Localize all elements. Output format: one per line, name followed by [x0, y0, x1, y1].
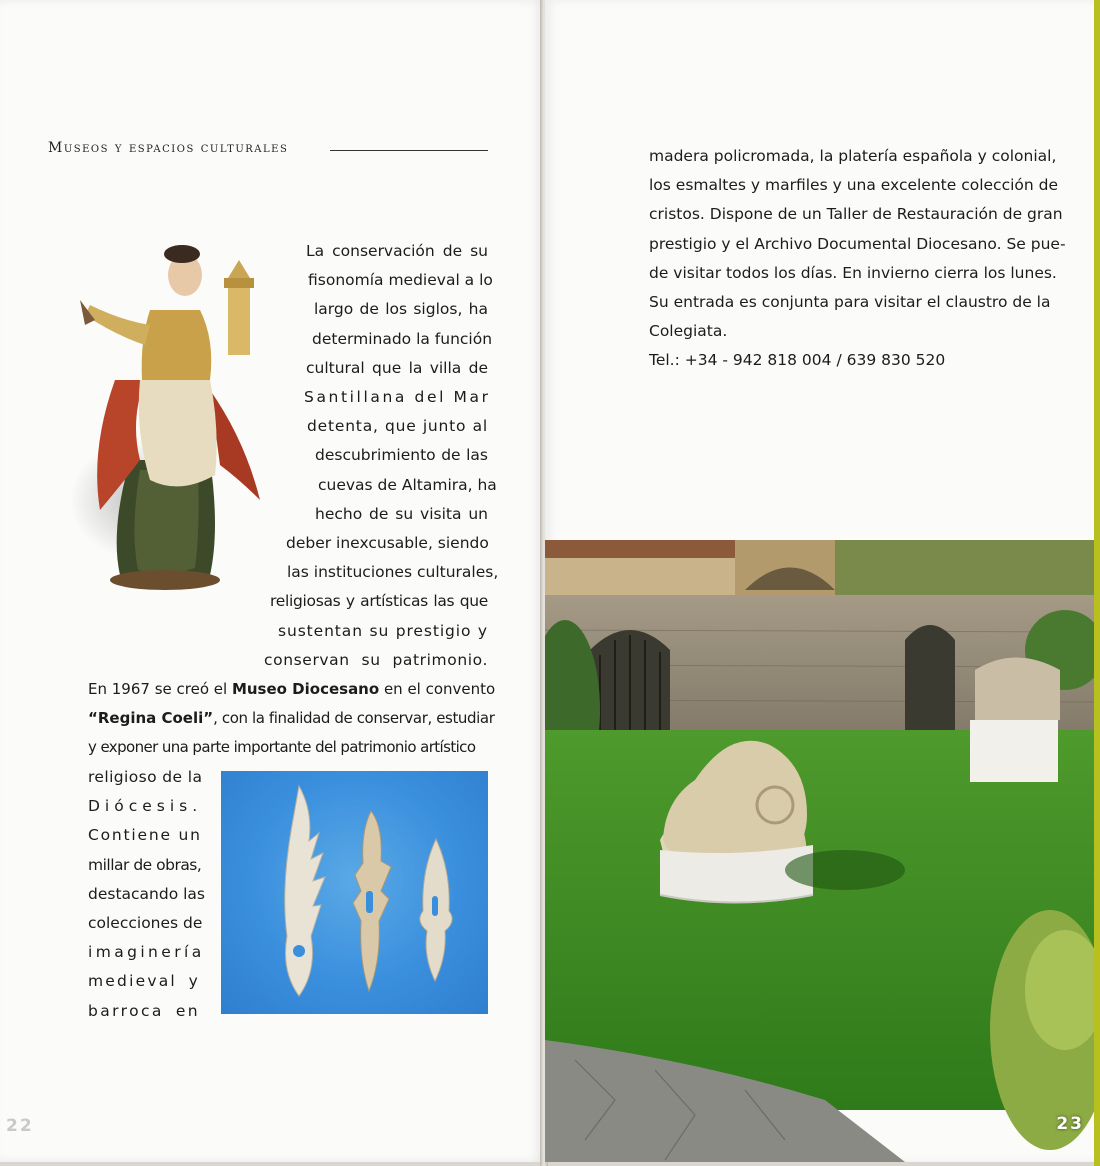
page-number: 23	[1056, 1114, 1084, 1134]
section-title-rule	[330, 150, 488, 151]
text-line: madera policromada, la platería española y colonial,	[649, 147, 1057, 165]
text-line: Santillana del Mar	[304, 388, 491, 407]
text-line: los esmaltes y marfiles y una excelente colección de	[649, 176, 1059, 195]
text-line: detenta, que junto al	[307, 417, 488, 436]
page-edge	[1094, 0, 1100, 1166]
text-line: La conservación de su	[306, 242, 488, 260]
page-number: 22	[6, 1116, 34, 1136]
text-run: En 1967 se creó el	[88, 680, 232, 698]
museum-paragraph-narrow	[88, 763, 205, 1026]
text-line: millar de obras,	[88, 855, 202, 874]
text-line: sustentan su prestigio y	[278, 621, 488, 640]
museum-description-continued	[649, 142, 1066, 376]
text-line: deber inexcusable, siendo	[286, 534, 489, 553]
text-line: prestigio y el Archivo Documental Diocesano. Se pue-	[649, 234, 1066, 253]
text-line: medieval y	[88, 972, 200, 991]
convent-name: “Regina Coeli”	[88, 709, 214, 728]
text-line: Colegiata.	[649, 322, 728, 341]
phone-number: Tel.: +34 - 942 818 004 / 639 830 520	[649, 351, 946, 370]
text-line: barroca en	[88, 1001, 200, 1020]
text-line	[88, 675, 496, 704]
text-line: cuevas de Altamira, ha	[318, 475, 497, 494]
text-run: , con la finalidad de conservar, estudiar	[213, 709, 495, 728]
right-page	[545, 0, 1098, 1162]
text-line: las instituciones culturales,	[287, 563, 499, 582]
text-line: imaginería	[88, 943, 205, 962]
text-line	[88, 704, 495, 733]
museum-paragraph	[88, 675, 496, 763]
museum-name: Museo Diocesano	[231, 680, 380, 698]
text-line: conservan su patrimonio.	[264, 650, 488, 669]
left-page	[0, 0, 543, 1162]
text-line: cultural que la villa de	[306, 358, 488, 377]
text-line: Contiene un	[88, 826, 202, 845]
text-line: cristos. Dispone de un Taller de Restauración de gran	[649, 205, 1063, 224]
text-line: largo de los siglos, ha	[314, 300, 488, 319]
bone-harpoons-image	[221, 771, 488, 1014]
polychrome-statue-image	[70, 230, 280, 610]
text-line: de visitar todos los días. En invierno cierra los lunes.	[649, 263, 1057, 282]
text-line: Diócesis.	[88, 797, 203, 816]
cloister-garden-photo	[545, 540, 1098, 1162]
section-title: Museos y espacios culturales	[48, 140, 289, 156]
intro-paragraph	[262, 237, 499, 675]
text-line: religioso de la	[88, 768, 203, 786]
text-line: descubrimiento de las	[315, 446, 488, 465]
text-line: determinado la función	[312, 329, 493, 348]
text-line: destacando las	[88, 884, 205, 903]
text-line: hecho de su visita un	[315, 504, 488, 523]
text-line: colecciones de	[88, 914, 203, 933]
text-line: fisonomía medieval a lo	[308, 271, 493, 290]
text-line: religiosas y artísticas las que	[270, 592, 488, 611]
text-line: y exponer una parte importante del patrimonio artístico	[88, 738, 476, 757]
text-line: Su entrada es conjunta para visitar el claustro de la	[649, 293, 1051, 312]
text-run: en el convento	[379, 680, 496, 698]
